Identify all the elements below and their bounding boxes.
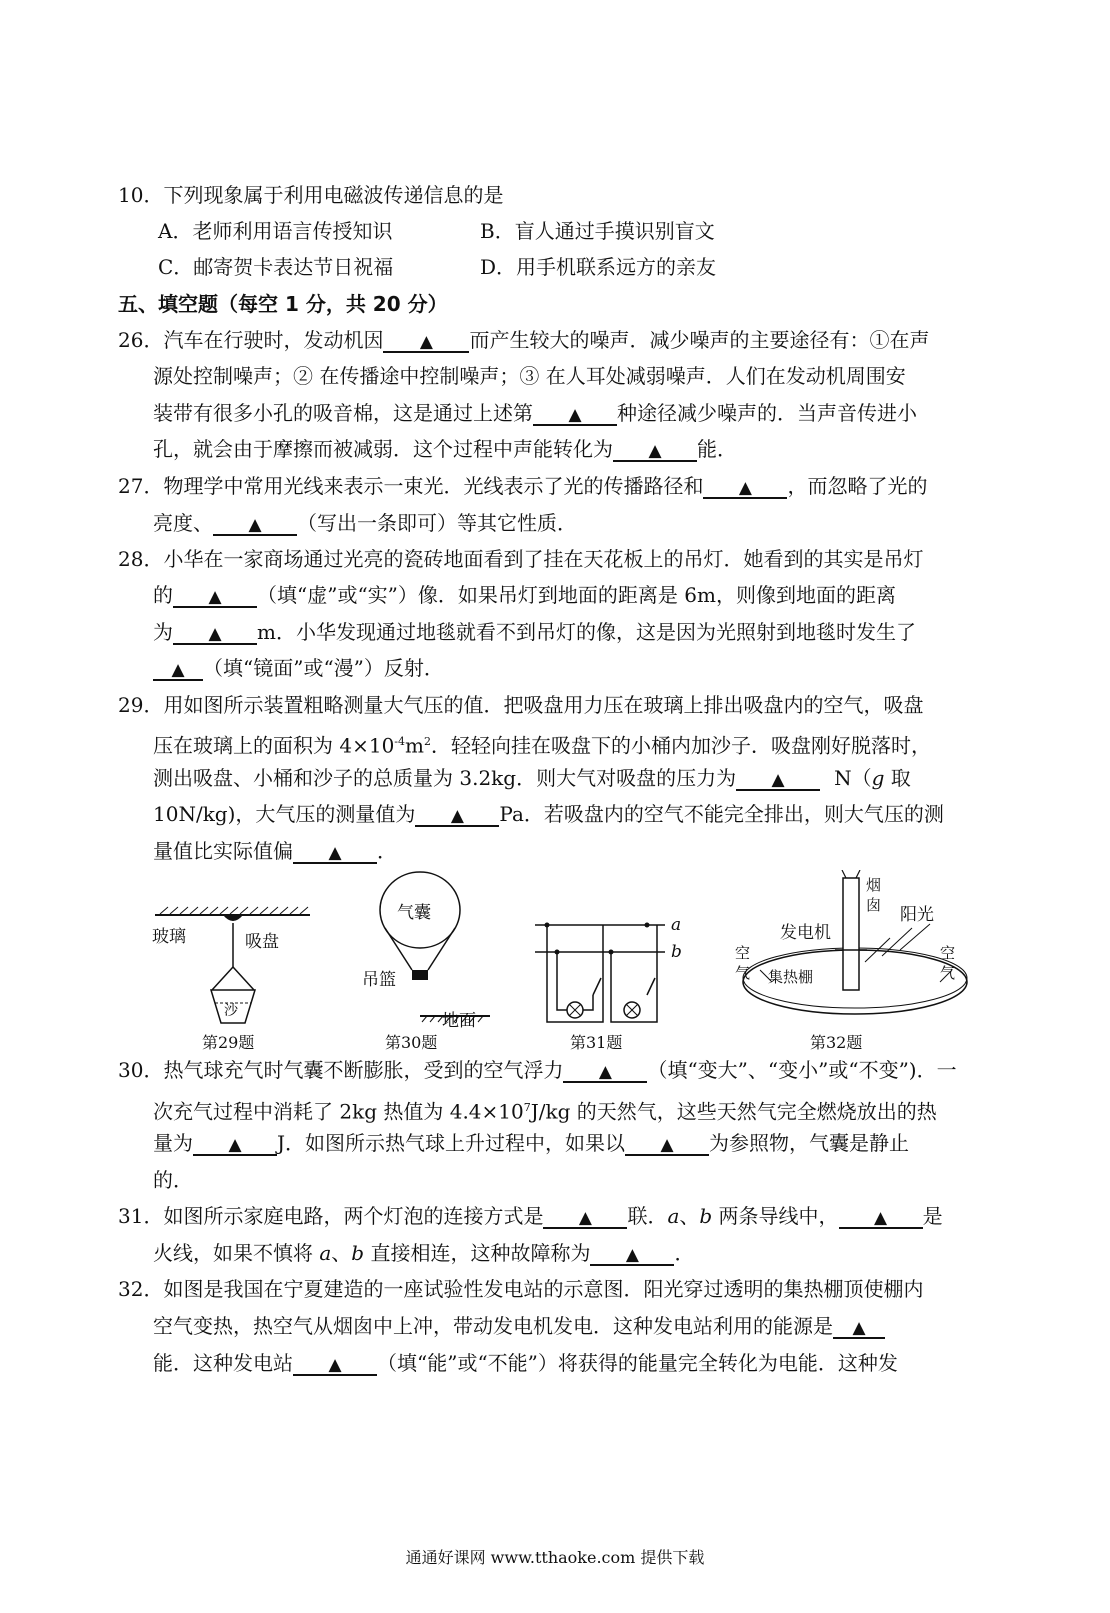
q30-line3 <box>153 1125 1033 1162</box>
q29-line5 <box>153 833 1033 870</box>
q31-text: 火线，如果不慎将 <box>153 1241 320 1265</box>
q26-text: 种途径减少噪声的．当声音传进小 <box>617 401 917 425</box>
answer-blank <box>293 840 377 864</box>
q29-line1: 29．用如图所示装置粗略测量大气压的值．把吸盘用力压在玻璃上排出吸盘内的空气，吸盘 <box>118 693 924 717</box>
q26-text: 装带有很多小孔的吸音棉，这是通过上述第 <box>153 401 533 425</box>
q29-symbol-g: g <box>871 766 885 790</box>
answer-blank <box>415 803 499 827</box>
q26-line1 <box>118 322 998 359</box>
q27-text: ，而忽略了光的 <box>787 474 928 498</box>
q31-text: 、 <box>679 1204 700 1228</box>
q31-line1 <box>118 1198 998 1235</box>
answer-blank <box>590 1242 674 1266</box>
q10-option-b: B．盲人通过手摸识别盲文 <box>480 219 715 243</box>
fig32-air-right-label-2: 气 <box>940 964 956 982</box>
fig30-ground-label: 地面 <box>442 1011 476 1031</box>
q26-text: 能． <box>697 437 737 461</box>
q31-line2 <box>153 1235 1033 1272</box>
fig32-air-left-label-1: 空 <box>735 944 751 962</box>
fig31-wire-a-label: a <box>671 915 682 935</box>
fig29-caption: 第29题 <box>202 1033 255 1052</box>
section-heading: 五、填空题（每空 1 分，共 20 分） <box>118 292 448 316</box>
answer-blank <box>383 329 469 353</box>
q31-text: 是 <box>922 1204 943 1228</box>
q30-text: （填“变大”、“变小”或“不变”)．一 <box>647 1058 957 1082</box>
q29-text: N（ <box>834 766 872 790</box>
fig30-caption: 第30题 <box>385 1033 438 1052</box>
fig32-air-right-label-1: 空 <box>940 944 956 962</box>
fig32-chimney-label-1: 烟 <box>866 876 882 894</box>
fig32-generator-label: 发电机 <box>780 923 831 943</box>
q30-text: 为参照物，气囊是静止 <box>709 1131 910 1155</box>
fig29-glass-label: 玻璃 <box>152 927 186 947</box>
q32-line2 <box>153 1308 1033 1345</box>
q27-line2 <box>153 505 1033 542</box>
fig32-air-left-label-2: 气 <box>735 964 751 982</box>
answer-blank <box>563 1059 647 1083</box>
q10-option-d: D．用手机联系远方的亲友 <box>480 255 717 279</box>
q32-line1: 32．如图是我国在宁夏建造的一座试验性发电站的示意图．阳光穿过透明的集热棚顶使棚内 <box>118 1277 924 1301</box>
fig29-sand-label: 沙 <box>224 1003 238 1019</box>
q31-wire-b: b <box>699 1204 713 1228</box>
q29-exponent: 2 <box>423 735 431 748</box>
q28-text: （填“镜面”或“漫”）反射． <box>203 656 444 680</box>
page-footer: 通通好课网 www.tthaoke.com 提供下载 <box>405 1548 705 1567</box>
q29-text: 量值比实际值偏 <box>153 839 293 863</box>
q28-line4 <box>153 650 1033 687</box>
q31-text: 联． <box>627 1204 668 1228</box>
q31-text: 31．如图所示家庭电路，两个灯泡的连接方式是 <box>118 1204 544 1228</box>
q29-text: m <box>405 733 424 758</box>
q30-text: 次充气过程中消耗了 2kg 热值为 4.4×10 <box>153 1099 524 1124</box>
answer-blank <box>173 584 257 608</box>
q26-text: 而产生较大的噪声．减少噪声的主要途径有：①在声 <box>469 328 930 352</box>
q31-text: 直接相连，这种故障称为 <box>364 1241 591 1265</box>
q26-text: 孔，就会由于摩擦而被减弱．这个过程中声能转化为 <box>153 437 613 461</box>
q28-line2 <box>153 577 1033 614</box>
q27-text: 亮度、 <box>153 511 213 535</box>
q29-text: Pa．若吸盘内的空气不能完全排出，则大气压的测 <box>499 802 944 826</box>
q32-text: 能．这种发电站 <box>153 1351 293 1375</box>
fig32-power-station-diagram <box>730 870 1000 1030</box>
q29-text: 取 <box>884 766 911 790</box>
q32-text: （填“能”或“不能”）将获得的能量完全转化为电能．这种发 <box>377 1351 898 1375</box>
q28-line1: 28．小华在一家商场通过光亮的瓷砖地面看到了挂在天花板上的吊灯．她看到的其实是吊灯 <box>118 547 924 571</box>
answer-blank <box>153 657 203 681</box>
q30-text: J．如图所示热气球上升过程中，如果以 <box>277 1131 626 1155</box>
q10-stem: 10．下列现象属于利用电磁波传递信息的是 <box>118 183 504 207</box>
fig29-cup-label: 吸盘 <box>245 932 279 952</box>
q28-text: 的 <box>153 583 173 607</box>
q31-wire-b: b <box>351 1241 365 1265</box>
q27-text: 27．物理学中常用光线来表示一束光．光线表示了光的传播路径和 <box>118 474 704 498</box>
answer-blank <box>736 767 820 791</box>
q26-line4 <box>153 431 1033 468</box>
answer-blank <box>293 1352 377 1376</box>
q30-text: J/kg 的天然气，这些天然气完全燃烧放出的热 <box>530 1099 937 1124</box>
q29-text: ．轻轻向挂在吸盘下的小桶内加沙子．吸盘刚好脱落时， <box>430 733 931 758</box>
q32-text: 空气变热，热空气从烟囱中上冲，带动发电机发电．这种发电站利用的能源是 <box>153 1314 833 1338</box>
q28-text: 为 <box>153 620 173 644</box>
answer-blank <box>703 475 787 499</box>
answer-blank <box>833 1315 885 1339</box>
q26-line2: 源处控制噪声；② 在传播途中控制噪声；③ 在人耳处减弱噪声．人们在发动机周围安 <box>153 364 906 388</box>
q29-text: 测出吸盘、小桶和沙子的总质量为 3.2kg．则大气对吸盘的压力为 <box>153 766 737 790</box>
q29-text: ． <box>377 839 397 863</box>
figures-row <box>140 870 1000 1060</box>
fig32-shed-label: 集热棚 <box>768 968 814 986</box>
fig30-basket-label: 吊篮 <box>362 970 396 990</box>
fig31-caption: 第31题 <box>570 1033 623 1052</box>
fig31-circuit-diagram <box>535 910 675 1030</box>
q29-line3 <box>153 760 1033 797</box>
q10-option-c: C．邮寄贺卡表达节日祝福 <box>158 255 394 279</box>
answer-blank <box>193 1132 277 1156</box>
q31-text: 两条导线中， <box>712 1204 839 1228</box>
q31-wire-a: a <box>319 1241 332 1265</box>
answer-blank <box>173 621 257 645</box>
q28-line3 <box>153 614 1033 651</box>
fig32-sun-label: 阳光 <box>900 905 934 925</box>
q29-line4 <box>153 796 1033 833</box>
fig30-bag-label: 气囊 <box>397 903 431 923</box>
q28-text: （填“虚”或“实”）像．如果吊灯到地面的距离是 6m，则像到地面的距离 <box>257 583 896 607</box>
q30-text: 30．热气球充气时气囊不断膨胀，受到的空气浮力 <box>118 1058 564 1082</box>
fig31-wire-b-label: b <box>671 942 682 962</box>
answer-blank <box>839 1205 923 1229</box>
answer-blank <box>213 512 297 536</box>
q29-exponent: -4 <box>394 735 406 748</box>
fig32-caption: 第32题 <box>810 1033 863 1052</box>
answer-blank <box>533 402 617 426</box>
fig32-chimney-label-2: 囱 <box>866 896 882 914</box>
q27-line1 <box>118 468 998 505</box>
answer-blank <box>543 1205 627 1229</box>
q10-option-a: A．老师利用语言传授知识 <box>158 219 393 243</box>
q26-text: 26．汽车在行驶时，发动机因 <box>118 328 384 352</box>
q26-line3 <box>153 395 1033 432</box>
q32-line3 <box>153 1345 1033 1382</box>
q30-line4: 的． <box>153 1168 193 1192</box>
q29-text: 10N/kg)，大气压的测量值为 <box>153 802 416 826</box>
q29-line2 <box>153 723 1033 765</box>
q28-text: m．小华发现通过地毯就看不到吊灯的像，这是因为光照射到地毯时发生了 <box>257 620 916 644</box>
q30-exponent: 7 <box>523 1101 531 1114</box>
answer-blank <box>613 438 697 462</box>
q27-text: （写出一条即可）等其它性质． <box>297 511 577 535</box>
q30-line1 <box>118 1052 998 1089</box>
q31-wire-a: a <box>667 1204 680 1228</box>
q29-text: 压在玻璃上的面积为 4×10 <box>153 733 395 758</box>
q31-text: ． <box>674 1241 695 1265</box>
q30-text: 量为 <box>153 1131 193 1155</box>
fig30-hot-air-balloon-diagram <box>365 870 505 1030</box>
q31-text: 、 <box>331 1241 352 1265</box>
answer-blank <box>625 1132 709 1156</box>
